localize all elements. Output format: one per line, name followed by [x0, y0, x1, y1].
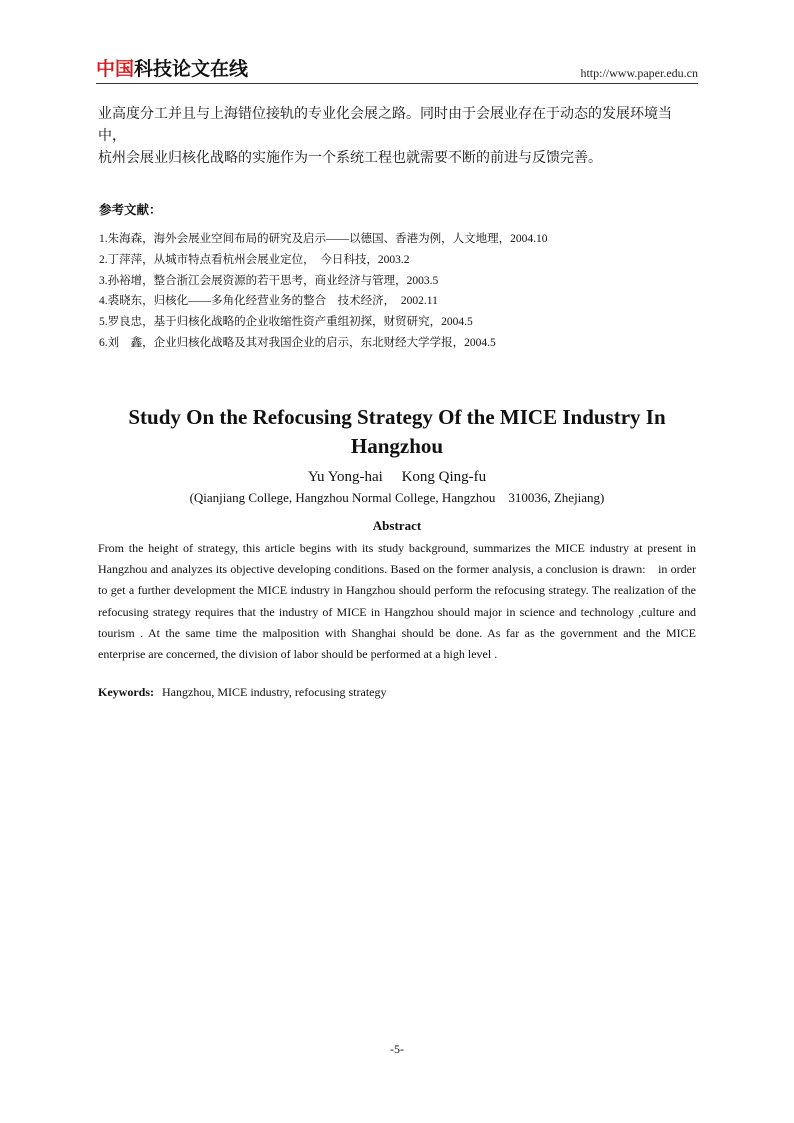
reference-item: 5.罗良忠，基于归核化战略的企业收缩性资产重组初探，财贸研究，2004.5	[99, 316, 473, 329]
reference-item: 4.裘晓东，归核化——多角化经营业务的整合 技术经济， 2002.11	[99, 295, 438, 308]
logo-red-text: 中国	[96, 58, 135, 80]
paragraph-line: 业高度分工并且与上海错位接轨的专业化会展之路。同时由于会展业存在于动态的发展环境当中，	[98, 107, 672, 144]
page-header	[96, 56, 698, 84]
site-logo	[96, 56, 248, 82]
title-line: Study On the Refocusing Strategy Of the MICE Industry In	[128, 405, 666, 429]
english-title	[96, 403, 698, 461]
reference-item: 2.丁萍萍，从城市特点看杭州会展业定位， 今日科技，2003.2	[99, 253, 410, 266]
header-divider	[96, 83, 698, 84]
abstract-heading: Abstract	[372, 518, 422, 533]
abstract-text: From the height of strategy, this article begins with its study background, summarizes the MICE industry at present in Hangzhou and analyzes its objective developing conditions. Based on the former analysis, a conclusion is drawn: in order to get a further development the MICE industry in Hangzhou should perform the refocusing strategy. The realization of the refocusing strategy requires that the industry of MICE in Hangzhou should major in science and technology ,culture and tourism . At the same time the malposition with Shanghai should be done. As far as the government and the MICE enterprise are concerned, the division of labor should be performed at a high level .	[98, 541, 696, 662]
keywords-label: Keywords:	[98, 685, 154, 699]
paragraph-line: 杭州会展业归核化战略的实施作为一个系统工程也就需要不断的前进与反馈完善。	[98, 151, 602, 166]
title-line: Hangzhou	[350, 434, 444, 458]
reference-item: 1.朱海森，海外会展业空间布局的研究及启示——以德国、香港为例，人文地理，2004.10	[99, 233, 548, 245]
site-url[interactable]: http://www.paper.edu.cn	[580, 66, 698, 80]
authors: Yu Yong-hai Kong Qing-fu	[307, 469, 487, 485]
affiliation: (Qianjiang College, Hangzhou Normal College, Hangzhou 310036, Zhejiang)	[189, 490, 605, 505]
references-heading: 参考文献：	[99, 202, 162, 217]
reference-list	[99, 229, 699, 354]
keywords-value: Hangzhou, MICE industry, refocusing strategy	[162, 685, 387, 699]
reference-item: 6.刘 鑫，企业归核化战略及其对我国企业的启示，东北财经大学学报，2004.5	[99, 336, 496, 349]
reference-item: 3.孙裕增，整合浙江会展资源的若干思考，商业经济与管理，2003.5	[99, 274, 439, 287]
body-paragraph	[98, 104, 696, 170]
page-number: -5-	[390, 1042, 404, 1056]
keywords-line	[98, 685, 387, 700]
logo-black-text: 科技论文在线	[134, 58, 249, 80]
